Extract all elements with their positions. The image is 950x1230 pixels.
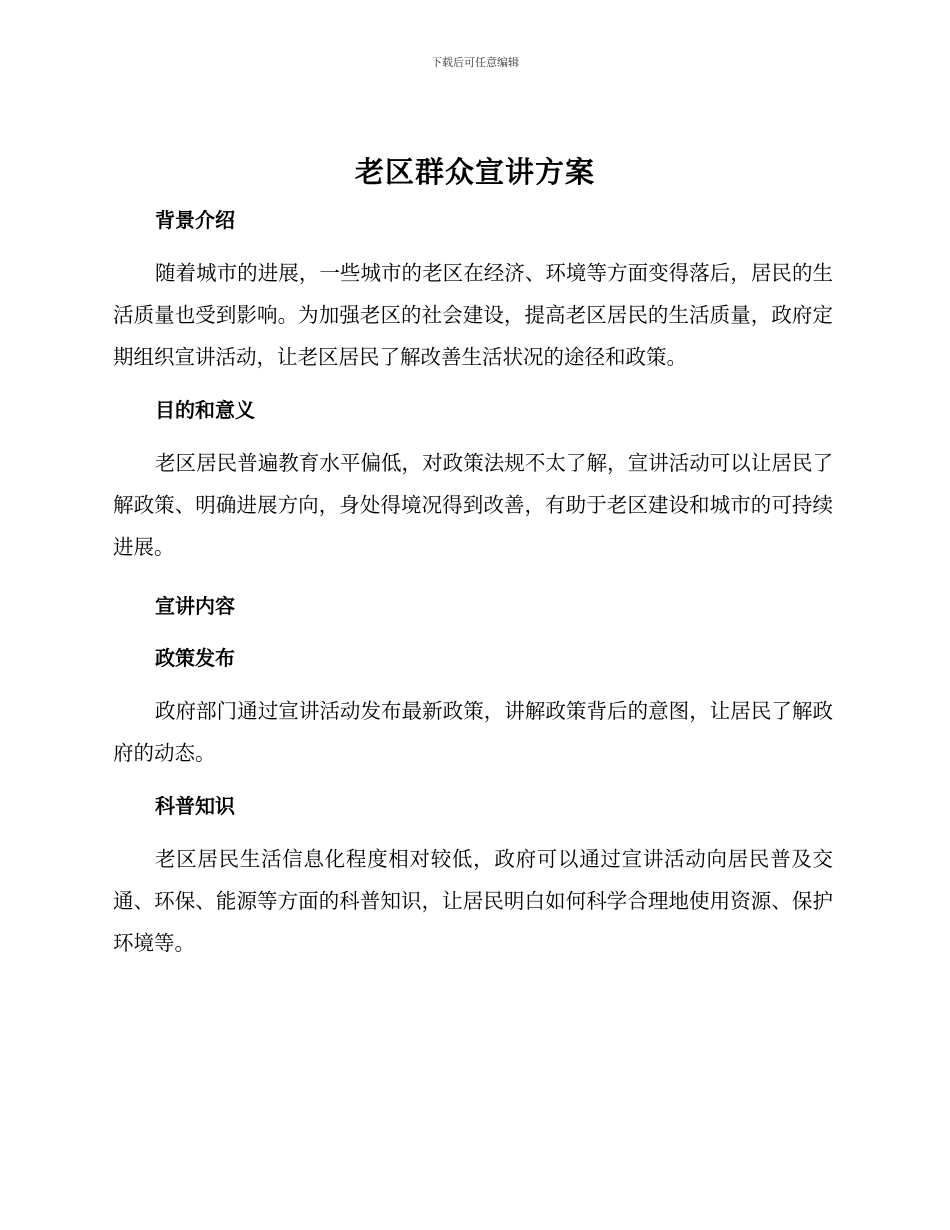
- section-body-science: 老区居民生活信息化程度相对较低，政府可以通过宣讲活动向居民普及交通、环保、能源等方面的科普知识，让居民明白如何科学合理地使用资源、保护环境等。: [113, 847, 833, 955]
- header-note: 下载后可任意编辑: [431, 56, 519, 69]
- section-body-policy: 政府部门通过宣讲活动发布最新政策，讲解政策背后的意图，让居民了解政府的动态。: [113, 699, 833, 765]
- section-heading-content: 宣讲内容: [155, 594, 235, 618]
- section-heading-science: 科普知识: [155, 794, 235, 818]
- document-body: [113, 200, 833, 964]
- section-body-purpose: 老区居民普遍教育水平偏低，对政策法规不太了解，宣讲活动可以让居民了解政策、明确进展方向，身处得境况得到改善，有助于老区建设和城市的可持续进展。: [113, 451, 833, 559]
- section-heading-background: 背景介绍: [155, 208, 235, 232]
- document-title: 老区群众宣讲方案: [354, 155, 595, 189]
- section-heading-purpose: 目的和意义: [155, 398, 255, 422]
- section-heading-policy: 政策发布: [155, 646, 235, 670]
- section-body-background: 随着城市的进展，一些城市的老区在经济、环境等方面变得落后，居民的生活质量也受到影响。为加强老区的社会建设，提高老区居民的生活质量，政府定期组织宣讲活动，让老区居民了解改善生活状况的途径和政策。: [113, 261, 833, 369]
